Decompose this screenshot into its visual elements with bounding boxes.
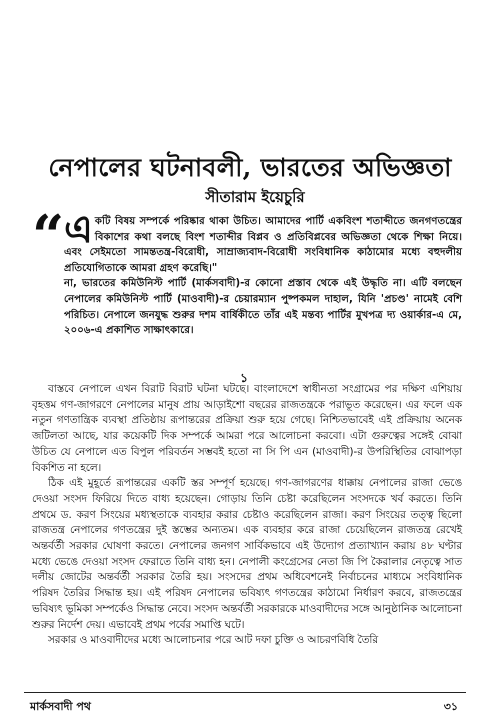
footer-divider	[24, 692, 466, 693]
intro-paragraph-1-text: কটি বিষয় সম্পর্কে পরিষ্কার থাকা উচিত। আমাদের পার্টি একবিংশ শতাব্দীতে জনগণতন্ত্রের বিকাশের কথা বলছে বিংশ শতাব্দীর বিপ্লব ও প্রতিবিপ্লবের অভিজ্ঞতা থেকে শিক্ষা নিয়ে। এবং সেইমতো সামন্ততন্ত্র-বিরোধী, সাম্রাজ্যবাদ-বিরোধী সংবিধানিক কাঠামোর মধ্যে বহুদলীয় প্রতিযোগিতাকে আমরা গ্রহণ করেছি।"	[64, 216, 462, 274]
intro-paragraph	[64, 206, 462, 276]
intro-dropcap: এ	[64, 206, 93, 251]
body-paragraph-3: সরকার ও মাওবাদীদের মধ্যে আলোচনার পরে আট দফা চুক্তি ও আচরণবিধি তৈরি	[48, 634, 379, 647]
section-number: ১	[240, 371, 248, 385]
intro-paragraph-2: না, ভারতের কমিউনিস্ট পার্টি (মার্কসবাদী)-র কোনো প্রস্তাব থেকে এই উদ্ধৃতি না। এটি বলছেন নেপালের কমিউনিস্ট পার্টি (মাওবাদী)-র চেয়ারম্যান পুষ্পকমল দাহাল, যিনি 'প্রচণ্ড' নামেই বেশি পরিচিত। নেপালে জনযুদ্ধ শুরুর দশম বার্ষিকীতে তাঁর এই মন্তব্য পার্টির মুখপত্র দ্য ওয়ার্কার-এ মে, ২০০৬-এ প্রকাশিত সাক্ষাৎকারে।	[64, 278, 462, 337]
body-paragraph-2: ঠিক এই মুহূর্তে রূপান্তরের একটি স্তর সম্পূর্ণ হয়েছে। গণ-জাগরণের ধাক্কায় নেপালের রাজা ভেঙে দেওয়া সংসদ ফিরিয়ে দিতে বাধ্য হয়েছেন। গোড়ায় তিনি চেষ্টা করেছিলেন সংসদকে খর্ব করতে। তিনি প্রথমে ড. করণ সিংয়ের মধ্যস্থতাকে ব্যবহার করার চেষ্টাও করেছিলেন রাজা। করণ সিংয়ের তত্ত্ব ছিলো রাজতন্ত্র নেপালের গণতন্ত্রের দুই স্তম্ভের অন্যতম। এক ব্যবহার করে রাজা চেয়েছিলেন রাজতন্ত্র রেখেই অন্তর্বর্তী সরকার ঘোষণা করতে। নেপালের জনগণ সার্বিকভাবে এই উদ্যোগ প্রত্যাখ্যান করায় ৪৮ ঘণ্টার মধ্যে ভেঙে দেওয়া সংসদ ফেরাতে তিনি বাধ্য হন। নেপালী কংগ্রেসের নেতা জি পি কৈরালার নেতৃত্বে সাত দলীয় জোটের অন্তর্বর্তী সরকার তৈরি হয়। সংসদের প্রথম অধিবেশনেই নির্বাচনের মাধ্যমে সংবিধানিক পরিষদ তৈরির সিদ্ধান্ত হয়। এই পরিষদ নেপালের ভবিষ্যৎ গণতন্ত্রের কাঠামো নির্ধারণ করবে, রাজতন্ত্রের ভবিষ্যৎ ভূমিকা সম্পর্কেও সিদ্ধান্ত নেবে। সংসদ অন্তর্বর্তী সরকারকে মাওবাদীদের সঙ্গে আনুষ্ঠানিক আলোচনা শুরুর নির্দেশ দেয়। এভাবেই প্রথম পর্বের সমাপ্তি ঘটে।	[32, 477, 462, 631]
intro-block	[64, 206, 462, 339]
article-author: সীতারাম ইয়েচুরি	[205, 188, 305, 206]
footer-publication: মার্কসবাদী পথ	[30, 700, 91, 713]
article-title: নেপালের ঘটনাবলী, ভারতের অভিজ্ঞতা	[48, 153, 452, 182]
opening-quote-mark: “	[32, 203, 65, 269]
footer-page-number: ৩১	[443, 700, 458, 713]
body-paragraph-1: বাস্তবে নেপালে এখন বিরাট বিরাট ঘটনা ঘটছে। বাংলাদেশে স্বাধীনতা সংগ্রামের পর দক্ষিণ এশিয়ায় বৃহত্তম গণ-জাগরণে নেপালের মানুষ প্রায় আড়াইশো বছরের রাজতন্ত্রকে পরাভূত করেছেন। এর ফলে এক নতুন গণতান্ত্রিক ব্যবস্থা প্রতিষ্ঠায় রূপান্তরের প্রক্রিয়া শুরু হয়ে গেছে। নিশ্চিতভাবেই এই প্রক্রিয়ায় অনেক জটিলতা আছে, যার কয়েকটি দিক সম্পর্কে আমরা পরে আলোচনা করবো। এটা গুরুত্বের সঙ্গেই বোঝা উচিত যে নেপালে এত বিপুল পরিবর্তন সম্ভবই হতো না সি পি এন (মাওবাদী)-র উপরিস্থিতির বোঝাপড়া বিকশিত না হলে।	[32, 383, 462, 474]
article-body	[32, 382, 462, 649]
